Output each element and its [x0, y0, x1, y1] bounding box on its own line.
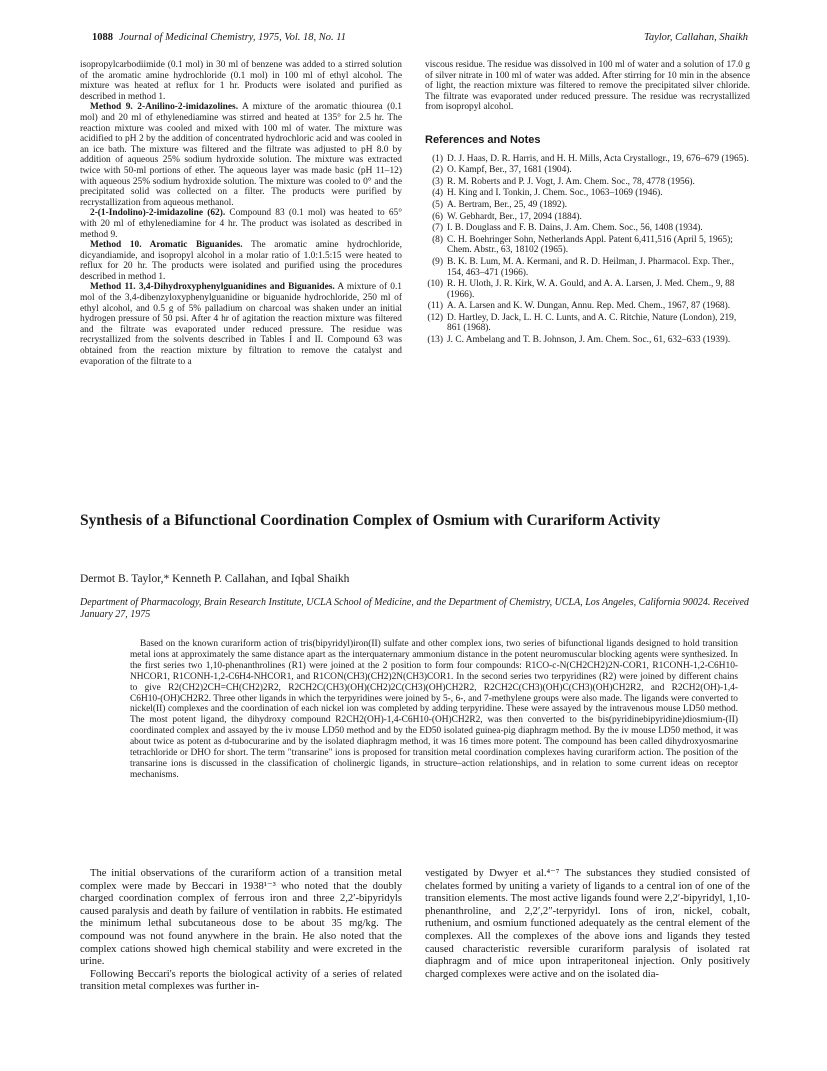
- reference-number: (12): [427, 312, 443, 323]
- reference-text: R. H. Uloth, J. R. Kirk, W. A. Gould, and A. A. Larsen, J. Med. Chem., 9, 88 (1966).: [447, 279, 735, 300]
- reference-item: [425, 200, 750, 211]
- reference-number: (5): [432, 199, 443, 210]
- reference-number: (2): [432, 165, 443, 176]
- intro-paragraph-1: The initial observations of the curariform action of a transition metal complex were made by Beccari in 1938¹⁻³ who noted that the doubly charged coordination complex of ferrous iron and three 2,2′-bipyridyls caused paralysis and death by failure of ventilation in rabbits. He estimated the minimum lethal subcutaneous dose to be about 35 mg/kg. The compound was not found anywhere in the brain. He also noted that the complex cations showed high chemical stability and were excreted in the urine.: [80, 868, 402, 968]
- top-right-column: [425, 60, 750, 347]
- indolino-text: Compound 83 (0.1 mol) was heated to 65° with 20 ml of ethylenediamine for 4 hr. The product was isolated as described in method 9.: [80, 208, 402, 240]
- method-11-text: A mixture of 0.1 mol of the 3,4-dibenzyloxyphenylguanidine or biguanide hydrochloride, 250 ml of ethyl alcohol, and 0.5 g of 5% palladium on charcoal was shaken under an initial hydrogen pressure of 50 psi. After 4 hr of agitation the reaction mixture was filtered and the filtrate was evaporated under reduced pressure. The residue was recrystallized from the solvents described in Tables I and II. Compound 63 was obtained from the reaction mixture by filtration to remove the catalyst and evaporation of the filtrate to a: [80, 282, 402, 367]
- reference-item: [425, 235, 750, 256]
- body-left-column: [80, 868, 402, 994]
- reference-text: R. M. Roberts and P. J. Vogt, J. Am. Chem. Soc., 78, 4778 (1956).: [447, 176, 695, 187]
- intro-paragraph-2-continued: vestigated by Dwyer et al.⁴⁻⁷ The substances they studied consisted of chelates formed by uniting a variety of ligands to a central ion of one of the transition elements. The most active ligands found were 2,2′-bipyridyl, 1,10-phenanthroline, and 2,2′,2″-terpyridyl. Ions of iron, nickel, cobalt, ruthenium, and osmium functioned adequately as the central element of the complexes. All the complexes of the above ions and ligands they tested caused characteristic reversible curariform paralysis of isolated rat diaphragm and of mice upon intraperitoneal injection. Only positively charged complexes were active and on the isolated dia-: [425, 868, 750, 980]
- method-11-paragraph: [80, 282, 402, 367]
- reference-number: (3): [432, 176, 443, 187]
- header-left: [92, 32, 346, 43]
- received-date: Received January 27, 1975: [80, 597, 749, 620]
- reference-text: D. J. Haas, D. R. Harris, and H. H. Mills, Acta Crystallogr., 19, 676–679 (1965).: [447, 153, 749, 164]
- reference-number: (8): [432, 234, 443, 245]
- intro-paragraph-2: Following Beccari's reports the biological activity of a series of related transition metal complexes was further in-: [80, 968, 402, 993]
- article-title: Synthesis of a Bifunctional Coordination Complex of Osmium with Curariform Activity: [80, 512, 661, 529]
- reference-number: (9): [432, 256, 443, 267]
- reference-text: B. K. B. Lum, M. A. Kermani, and R. D. Heilman, J. Pharmacol. Exp. Ther., 154, 463–471 (1966).: [447, 256, 735, 278]
- reference-text: A. A. Larsen and K. W. Dungan, Annu. Rep. Med. Chem., 1967, 87 (1968).: [447, 301, 731, 312]
- reference-item: [425, 154, 750, 165]
- page-number: 1088: [92, 32, 113, 43]
- method-10-paragraph: [80, 240, 402, 282]
- reference-number: (7): [432, 223, 443, 234]
- indolino-heading: 2-(1-Indolino)-2-imidazoline (62).: [90, 208, 226, 219]
- reference-item: [425, 223, 750, 234]
- method-8-continued: isopropylcarbodiimide (0.1 mol) in 30 ml of benzene was added to a stirred solution of the aromatic amine hydrochloride (0.1 mol) in 100 ml of ethyl alcohol. The mixture was heated at reflux for 1 hr. Products were isolated and purified as described in method 1.: [80, 60, 402, 102]
- reference-text: I. B. Douglass and F. B. Dains, J. Am. Chem. Soc., 56, 1408 (1934).: [447, 223, 703, 234]
- reference-item: [425, 279, 750, 300]
- body-right-column: [425, 868, 750, 981]
- reference-item: [425, 335, 750, 346]
- method-11-continued: viscous residue. The residue was dissolved in 100 ml of water and a solution of 17.0 g of silver nitrate in 100 ml of water was added. After stirring for 10 min in the absence of light, the reaction mixture was filtered to remove the precipitated silver chloride. The filtrate was evaporated under reduced pressure. The residue was recrystallized from isopropyl alcohol.: [425, 60, 750, 113]
- reference-text: A. Bertram, Ber., 25, 49 (1892).: [447, 199, 568, 210]
- reference-number: (10): [427, 279, 443, 290]
- reference-number: (4): [432, 188, 443, 199]
- method-9-paragraph: [80, 102, 402, 208]
- journal-citation: Journal of Medicinal Chemistry, 1975, Vol. 18, No. 11: [119, 32, 347, 43]
- reference-text: O. Kampf, Ber., 37, 1681 (1904).: [447, 165, 572, 176]
- reference-item: [425, 301, 750, 312]
- header-authors: Taylor, Callahan, Shaikh: [643, 32, 748, 43]
- method-11-heading: Method 11. 3,4-Dihydroxyphenylguanidines and Biguanides.: [90, 282, 335, 293]
- method-9-heading: Method 9. 2-Anilino-2-imidazolines.: [90, 102, 239, 113]
- reference-item: [425, 177, 750, 188]
- reference-text: H. King and I. Tonkin, J. Chem. Soc., 1063–1069 (1946).: [447, 188, 663, 199]
- reference-text: W. Gebhardt, Ber., 17, 2094 (1884).: [447, 211, 582, 222]
- method-10-heading: Method 10. Aromatic Biguanides.: [90, 240, 243, 251]
- top-left-column: [80, 60, 402, 367]
- running-header: [92, 32, 748, 46]
- reference-text: C. H. Boehringer Sohn, Netherlands Appl. Patent 6,411,516 (April 5, 1965); Chem. Abstr., 63, 18102 (1965).: [447, 234, 733, 256]
- references-heading: References and Notes: [425, 133, 541, 146]
- reference-text: D. Hartley, D. Jack, L. H. C. Lunts, and A. C. Ritchie, Nature (London), 219, 861 (1968).: [447, 312, 737, 334]
- reference-number: (1): [432, 153, 443, 164]
- reference-number: (11): [427, 301, 443, 312]
- affiliation-text: Department of Pharmacology, Brain Research Institute, UCLA School of Medicine, and the Department of Chemistry, UCLA, Los Angeles, California 90024.: [80, 597, 711, 608]
- abstract: Based on the known curariform action of tris(bipyridyl)iron(II) sulfate and other complex ions, two series of bifunctional ligands designed to hold transition metal ions at approximately the same distance apart as the interquaternary ammonium distance in the potent neuromuscular blocking agents were synthesized. In the first series two 1,10-phenanthrolines (R1) were joined at the 2 position to form four compounds: R1CO-c-N(CH2CH2)2N-COR1, R1CONH-1,2-C6H10-NHCOR1, R1CONH-1,2-C6H4-NHCOR1, and R1CON(CH3)(CH2)2N(CH3)COR1. In the second series two terpyridines (R2) were joined by different chains to give R2(CH2)2CH=CH(CH2)2R2, R2CH2C(CH3)(OH)(CH2)2C(CH3)(OH)CH2R2, R2CH2C(CH3)(OH)C(CH3)(OH)CH2R2, and R2CH2(OH)-1,4-C6H10-(OH)CH2R2. Three other ligands in which the terpyridines were joined by 5-, 6-, and 7-methylene groups were also made. The ligands were converted to nickel(II) complexes and the coordination of each nickel ion was completed by adding terpyridine. These were assayed by the intravenous mouse LD50 method. The most potent ligand, the dihydroxy compound R2CH2(OH)-1,4-C6H10-(OH)CH2R2, was then converted to the bis(pyridinebipyridine)diosmium-(II) coordinated complex and assayed by the iv mouse LD50 method and by the ED50 isolated guinea-pig diaphragm method. By the iv mouse LD50 method, it was about twice as potent as d-tubocurarine and by the isolated diaphragm method, it was 16 times more potent. The compound has been called dihydroxyosmarine tetrachloride or DHO for short. The term "transarine" ions is proposed for transition metal coordination complexes having curariform action. The position of the transarine ions is discussed in the classification of cholinergic ligands, in structure–action relationships, and in relation to some current ideas on receptor mechanisms.: [130, 639, 738, 780]
- indolino-paragraph: [80, 208, 402, 240]
- reference-text: J. C. Ambelang and T. B. Johnson, J. Am. Chem. Soc., 61, 632–633 (1939).: [447, 335, 731, 346]
- reference-item: [425, 212, 750, 223]
- affiliation: [80, 597, 760, 621]
- method-10-text: The aromatic amine hydrochloride, dicyandiamide, and isopropyl alcohol in a molar ratio of 1.0:1.5:15 were heated to reflux for 20 hr. The products were isolated and purified using the procedures described in method 1.: [80, 240, 402, 282]
- reference-item: [425, 257, 750, 278]
- article-authors: Dermot B. Taylor,* Kenneth P. Callahan, and Iqbal Shaikh: [80, 573, 350, 585]
- method-9-text: A mixture of the aromatic thiourea (0.1 mol) and 20 ml of ethylenediamine was stirred and heated at 135° for 2.5 hr. The reaction mixture was cooled and mixed with 100 ml of water. The mixture was acidified to pH 2 by the addition of concentrated hydrochloric acid and was cooled in an ice bath. The mixture was filtered and the filtrate was adjusted to pH 8.0 by addition of aqueous 25% sodium hydroxide solution. The mixture was extracted twice with 50-ml portions of ether. The aqueous layer was made basic (pH 11–12) with aqueous 25% sodium hydroxide solution. The mixture was cooled to 0° and the precipitated solid was collected on a filter. The products were purified by recrystallization from aqueous methanol.: [80, 102, 402, 208]
- reference-item: [425, 188, 750, 199]
- reference-number: (6): [432, 211, 443, 222]
- reference-item: [425, 165, 750, 176]
- reference-number: (13): [427, 335, 443, 346]
- references-list: [425, 154, 750, 346]
- reference-item: [425, 313, 750, 334]
